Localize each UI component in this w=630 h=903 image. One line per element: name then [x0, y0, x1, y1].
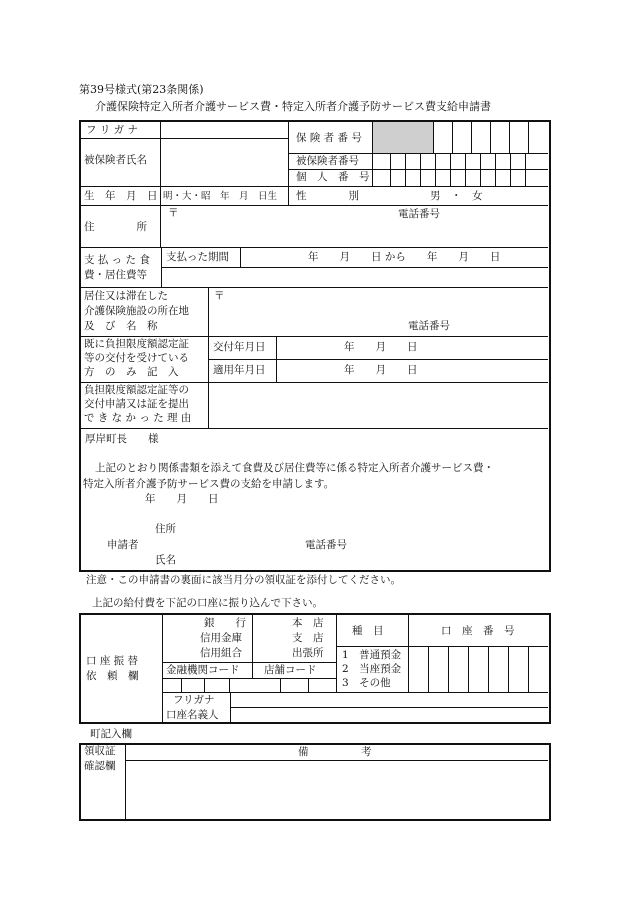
personal-number-label: 個 人 番 号 — [296, 171, 370, 183]
bank-type-credit-union: 信用組合 — [200, 647, 242, 659]
reason-label-2: 交付申請又は証を提出 — [84, 398, 189, 410]
facility-label-2: 介護保険施設の所在地 — [84, 305, 189, 317]
paid-costs-label-2: 費・居住費等 — [84, 269, 147, 281]
bank-section-label-2: 依 頼 欄 — [86, 670, 139, 682]
facility-phone-label: 電話番号 — [408, 320, 450, 332]
certificate-label-2: 等の交付を受けている — [84, 352, 189, 364]
declaration-line-2: 特定入所者介護予防サービス費の支給を申請します。 — [83, 478, 335, 490]
receipt-check-label-1: 領収証 — [84, 745, 116, 757]
account-holder-label: 口座名義人 — [166, 709, 219, 721]
apply-date-value: 年 月 日 — [344, 364, 418, 376]
bank-type-bank: 銀 行 — [204, 617, 246, 629]
application-date: 年 月 日 — [145, 493, 219, 505]
applicant-label: 申請者 — [107, 539, 139, 551]
receipt-check-label-2: 確認欄 — [84, 760, 116, 772]
sex-label: 性 別 — [296, 190, 359, 202]
address-postal-mark: 〒 — [168, 207, 179, 219]
sex-values: 男 ・ 女 — [430, 190, 483, 202]
insurer-number-shaded-cell — [372, 122, 433, 153]
birth-date-label: 生 年 月 日 — [84, 190, 158, 202]
applicant-name-label: 氏名 — [155, 554, 176, 566]
certificate-label-1: 既に負担限度額認定証 — [84, 338, 189, 350]
bank-section-label-1: 口 座 振 替 — [86, 655, 139, 667]
birth-date-eras: 明・大・昭 年 月 日生 — [163, 191, 278, 202]
insured-number-label: 被保険者番号 — [296, 155, 359, 167]
account-type-current: 2 当座預金 — [342, 663, 402, 675]
branch-code-label: 店舗コード — [264, 664, 317, 676]
institution-code-label: 金融機関コード — [166, 664, 240, 676]
issue-date-value: 年 月 日 — [344, 341, 418, 353]
facility-label-1: 居住又は滞在した — [84, 290, 168, 302]
facility-label-3: 及 び 名 称 — [84, 320, 158, 332]
account-type-label: 種 目 — [352, 625, 384, 637]
attachment-note: 注意・この申請書の裏面に該当月分の領収証を添付してください。 — [86, 574, 401, 586]
account-type-ordinary: 1 普通預金 — [342, 649, 402, 661]
paid-costs-label-1: 支 払 っ た 食 — [84, 254, 150, 266]
paid-period-value: 年 月 日 から 年 月 日 — [308, 251, 501, 263]
town-use-label: 町記入欄 — [90, 728, 132, 740]
facility-postal-mark: 〒 — [214, 290, 225, 302]
reason-label-1: 負担限度額認定証等の — [84, 384, 189, 396]
furigana-label: フ リ ガ ナ — [86, 124, 139, 136]
bank-transfer-intro: 上記の給付費を下記の口座に振り込んで下さい。 — [92, 597, 323, 609]
apply-date-label: 適用年月日 — [213, 364, 266, 376]
address-label: 住 所 — [84, 221, 147, 233]
certificate-label-3: 方 の み 記 入 — [84, 366, 179, 378]
account-number-label: 口 座 番 号 — [441, 625, 515, 637]
insurer-number-label: 保 険 者 番 号 — [296, 132, 362, 144]
branch-type-branch: 支 店 — [292, 632, 324, 644]
insured-name-label: 被保険者氏名 — [84, 154, 147, 166]
addressee: 厚岸町長 様 — [85, 433, 159, 445]
form-number: 第39号様式(第23条関係) — [79, 83, 204, 96]
branch-type-office: 出張所 — [292, 647, 324, 659]
account-furigana-label: フリガナ — [173, 694, 215, 706]
remarks-label: 備 考 — [298, 746, 372, 758]
applicant-phone-label: 電話番号 — [305, 539, 347, 551]
paid-period-label: 支払った期間 — [166, 251, 229, 263]
address-phone-label: 電話番号 — [398, 208, 440, 220]
form-title: 介護保険特定入所者介護サービス費・特定入所者介護予防サービス費支給申請書 — [95, 100, 491, 113]
account-type-other: 3 その他 — [342, 677, 391, 689]
bank-type-credit-bank: 信用金庫 — [200, 632, 242, 644]
declaration-line-1: 上記のとおり関係書類を添えて食費及び居住費等に係る特定入所者介護サービス費・ — [95, 462, 494, 474]
applicant-address-label: 住所 — [155, 523, 176, 535]
issue-date-label: 交付年月日 — [213, 341, 266, 353]
reason-label-3: で き な か っ た 理 由 — [84, 412, 192, 424]
branch-type-head: 本 店 — [292, 617, 324, 629]
